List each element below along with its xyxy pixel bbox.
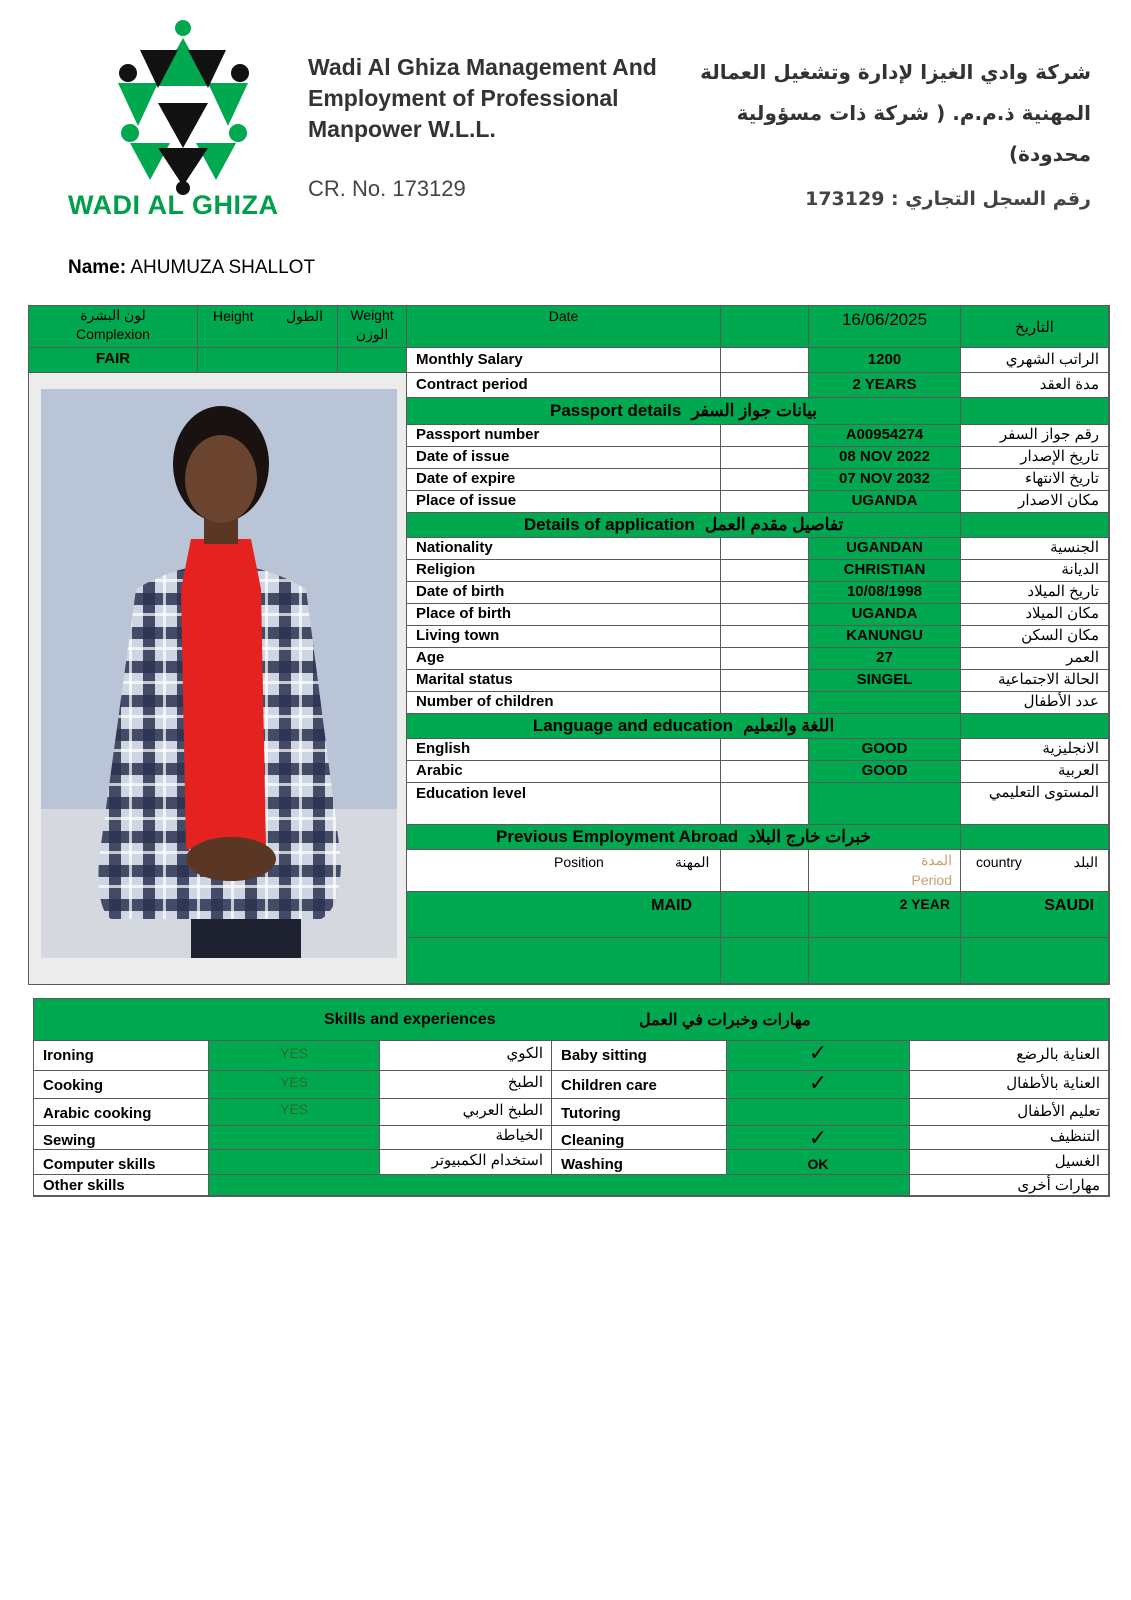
blank-cell [721,425,809,447]
blank-cell [721,892,809,938]
blank-cell [721,850,809,892]
skills-header [34,999,1109,1041]
complexion-value: FAIR [29,348,198,373]
position-header [407,850,721,892]
blank-cell [721,783,809,825]
section-title-en: Details of application [523,515,695,534]
company-name-en-line: Employment of Professional [308,85,619,111]
skill-label: Cleaning [552,1126,727,1150]
field-label: Religion [407,560,721,582]
period-value: 2 YEAR [809,892,961,938]
field-value: 27 [809,648,961,670]
field-label: Number of children [407,692,721,714]
complexion-header [29,306,198,348]
skill-label: Sewing [34,1126,209,1150]
field-label-ar: مكان الاصدار [961,491,1109,513]
field-value: 2 YEARS [809,373,961,398]
field-label-ar: تاريخ الانتهاء [961,469,1109,491]
country-value: SAUDI [961,892,1109,938]
field-value: UGANDA [809,604,961,626]
section-title-en: Previous Employment Abroad [496,827,739,846]
field-label-ar: المستوى التعليمي [961,783,1109,825]
section-title-en: Passport details [549,401,682,420]
cr-number-en: CR. No. 173129 [308,176,466,201]
complexion-header-ar: لون البشرة [80,307,146,323]
skill-label: Other skills [34,1175,209,1196]
field-value: 07 NOV 2032 [809,469,961,491]
date-value: 16/06/2025 [809,306,961,348]
skill-label: Cooking [34,1071,209,1099]
period-header [809,850,961,892]
field-value: 08 NOV 2022 [809,447,961,469]
company-name-ar-line: المهنية ذ.م.م. ( شركة ذات مسؤولية [736,101,1091,125]
country-header-ar: البلد [1073,854,1098,870]
blank-cell [961,714,1109,739]
field-label-ar: رقم جواز السفر [961,425,1109,447]
skill-value: YES [209,1041,380,1071]
skill-label-ar: التنظيف [910,1126,1109,1150]
blank-cell [407,938,721,984]
field-label: Arabic [407,761,721,783]
skill-value: OK [727,1150,910,1175]
blank-cell [721,604,809,626]
country-header-en: country [976,854,1022,870]
field-label-ar: الحالة الاجتماعية [961,670,1109,692]
blank-cell [721,306,809,348]
complexion-header-en: Complexion [76,326,150,342]
blank-cell [721,626,809,648]
company-name-en-line: Wadi Al Ghiza Management And [308,54,657,80]
section-title [407,398,961,425]
skill-label-ar: الطبخ [380,1071,552,1099]
check-icon [727,1099,910,1126]
section-title [407,714,961,739]
weight-header-ar: الوزن [355,326,389,342]
section-title-ar: خبرات خارج البلاد [748,827,871,846]
field-label: Marital status [407,670,721,692]
height-value [198,348,338,373]
skill-value [209,1126,380,1150]
skills-title-ar: مهارات وخبرات في العمل [639,1012,811,1029]
field-label: Nationality [407,538,721,560]
field-label-ar: العربية [961,761,1109,783]
field-value: UGANDAN [809,538,961,560]
photo-frame [29,373,407,984]
skill-label: Tutoring [552,1099,727,1126]
height-header [198,306,338,348]
field-value: 10/08/1998 [809,582,961,604]
company-name-ar-line: شركة وادي الغيزا لإدارة وتشغيل العمالة [700,60,1091,84]
skill-label: Washing [552,1150,727,1175]
blank-cell [721,348,809,373]
skill-label: Ironing [34,1041,209,1071]
field-label: English [407,739,721,761]
field-label-ar: الجنسية [961,538,1109,560]
field-value [809,783,961,825]
field-label-ar: الديانة [961,560,1109,582]
height-header-ar: الطول [285,308,323,324]
weight-value [338,348,407,373]
candidate-name-line [68,257,315,279]
skill-label-ar: مهارات أخرى [910,1175,1109,1196]
candidate-photo [41,389,397,958]
skill-value: YES [209,1071,380,1099]
period-header-ar: المدة [921,852,952,868]
blank-cell [721,938,809,984]
field-value: KANUNGU [809,626,961,648]
date-header-ar: التاريخ [961,306,1109,348]
field-value: GOOD [809,761,961,783]
skill-label: Children care [552,1071,727,1099]
field-value [809,692,961,714]
field-label-ar: الراتب الشهري [961,348,1109,373]
skills-title-en: Skills and experiences [324,1011,496,1028]
skill-label-ar: الكوي [380,1041,552,1071]
field-label-ar: تاريخ الميلاد [961,582,1109,604]
blank-cell [721,538,809,560]
blank-cell [721,560,809,582]
blank-cell [721,582,809,604]
field-label-ar: العمر [961,648,1109,670]
field-label: Place of birth [407,604,721,626]
blank-cell [721,469,809,491]
field-label: Age [407,648,721,670]
field-label-ar: مدة العقد [961,373,1109,398]
blank-cell [961,513,1109,538]
skill-label-ar: استخدام الكمبيوتر [380,1150,552,1175]
skill-label: Baby sitting [552,1041,727,1071]
weight-header [338,306,407,348]
blank-cell [721,648,809,670]
blank-cell [961,398,1109,425]
field-value: GOOD [809,739,961,761]
blank-cell [721,761,809,783]
section-title-en: Language and education [532,716,734,735]
section-title-ar: بيانات جواز السفر [691,401,817,420]
field-label-ar: تاريخ الإصدار [961,447,1109,469]
section-title [407,513,961,538]
position-value: MAID [407,892,721,938]
date-header-en: Date [407,306,721,348]
skill-label-ar: العناية بالأطفال [910,1071,1109,1099]
other-skills-value [209,1175,910,1196]
skill-value [209,1150,380,1175]
skill-label-ar: الغسيل [910,1150,1109,1175]
blank-cell [809,938,961,984]
field-value: A00954274 [809,425,961,447]
field-label: Date of birth [407,582,721,604]
blank-cell [721,491,809,513]
skill-label: Computer skills [34,1150,209,1175]
section-title-ar: تفاصيل مقدم العمل [704,515,844,534]
field-label: Date of expire [407,469,721,491]
company-name-ar [700,52,1091,175]
position-header-en: Position [554,854,604,870]
skill-label-ar: تعليم الأطفال [910,1099,1109,1126]
section-title [407,825,961,850]
skills-table [33,998,1110,1197]
blank-cell [721,692,809,714]
country-header [961,850,1109,892]
field-label-ar: الانجليزية [961,739,1109,761]
field-label: Education level [407,783,721,825]
field-label: Monthly Salary [407,348,721,373]
field-label: Date of issue [407,447,721,469]
position-header-ar: المهنة [675,854,710,870]
blank-cell [721,447,809,469]
logo-wordmark: WADI AL GHIZA [68,190,279,220]
blank-cell [721,739,809,761]
weight-header-en: Weight [350,307,394,323]
field-value: SINGEL [809,670,961,692]
cv-main-table [28,305,1110,985]
field-value: UGANDA [809,491,961,513]
name-label: Name: [68,257,127,278]
field-label-ar: مكان الميلاد [961,604,1109,626]
cr-number-ar: رقم السجل التجاري : 173129 [805,188,1091,210]
skill-value: YES [209,1099,380,1126]
check-icon: ✓ [727,1071,910,1099]
candidate-name: AHUMUZA SHALLOT [130,257,316,278]
section-title-ar: اللغة والتعليم [743,716,835,735]
blank-cell [961,825,1109,850]
field-value: CHRISTIAN [809,560,961,582]
period-header-en: Period [911,872,952,888]
field-label: Contract period [407,373,721,398]
field-label: Place of issue [407,491,721,513]
skill-label-ar: العناية بالرضع [910,1041,1109,1071]
blank-cell [721,670,809,692]
field-value: 1200 [809,348,961,373]
skill-label: Arabic cooking [34,1099,209,1126]
check-icon: ✓ [727,1126,910,1150]
blank-cell [961,938,1109,984]
check-icon: ✓ [727,1041,910,1071]
company-name-ar-line: محدودة) [1009,142,1091,166]
field-label-ar: مكان السكن [961,626,1109,648]
skill-label-ar: الطبخ العربي [380,1099,552,1126]
company-name-en [308,52,668,145]
height-header-en: Height [213,308,254,324]
company-name-en-line: Manpower W.L.L. [308,116,496,142]
skill-label-ar: الخياطة [380,1126,552,1150]
field-label: Passport number [407,425,721,447]
field-label-ar: عدد الأطفال [961,692,1109,714]
blank-cell [721,373,809,398]
field-label: Living town [407,626,721,648]
